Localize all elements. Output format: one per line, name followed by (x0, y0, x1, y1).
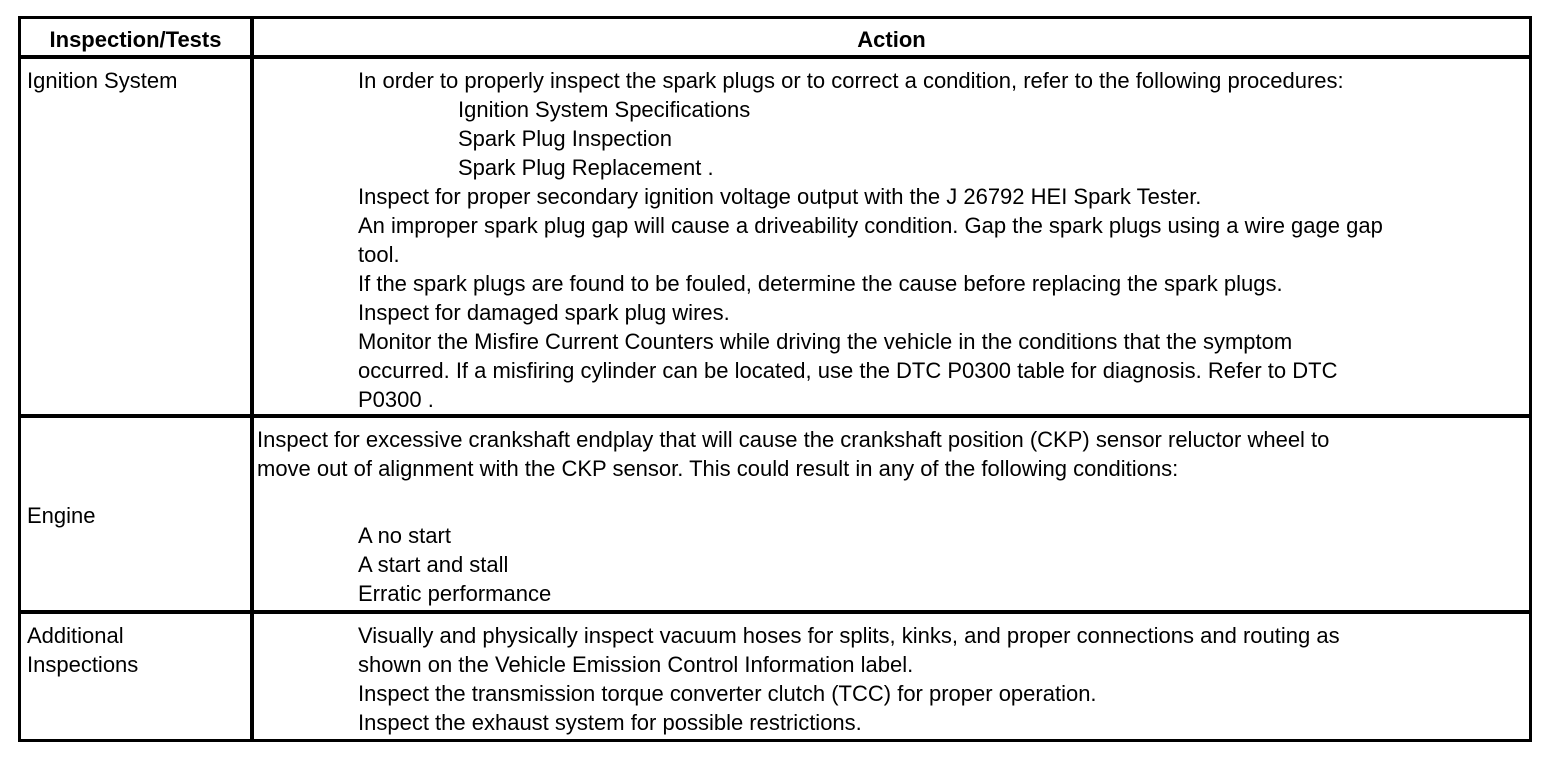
inspection-table (18, 16, 1532, 742)
action-line: An improper spark plug gap will cause a driveability condition. Gap the spark plugs using a wire gage gap (358, 213, 1383, 238)
condition-item: A no start (358, 523, 451, 548)
header-inspection-tests: Inspection/Tests (49, 27, 222, 52)
procedure-item: Spark Plug Inspection (458, 126, 673, 151)
action-line: P0300 . (358, 387, 434, 412)
procedure-item: Ignition System Specifications (458, 97, 751, 122)
condition-item: Erratic performance (358, 581, 552, 606)
action-line: Visually and physically inspect vacuum hoses for splits, kinks, and proper connections and routing as (358, 623, 1340, 648)
procedure-item: Spark Plug Replacement . (458, 155, 714, 180)
action-line: Inspect for damaged spark plug wires. (358, 300, 730, 325)
action-intro: In order to properly inspect the spark plugs or to correct a condition, refer to the following procedures: (358, 68, 1344, 93)
action-line: If the spark plugs are found to be fouled, determine the cause before replacing the spark plugs. (358, 271, 1283, 296)
table-row-additional-inspections (21, 614, 1529, 739)
action-line: Inspect the exhaust system for possible restrictions. (358, 710, 862, 735)
action-line: occurred. If a misfiring cylinder can be located, use the DTC P0300 table for diagnosis. Refer to DTC (358, 358, 1338, 383)
action-line: Monitor the Misfire Current Counters while driving the vehicle in the conditions that the symptom (358, 329, 1293, 354)
action-line: Inspect for excessive crankshaft endplay that will cause the crankshaft position (CKP) sensor reluctor wheel to (257, 427, 1330, 452)
table-row-ignition-system (21, 59, 1529, 416)
action-line: move out of alignment with the CKP sensor. This could result in any of the following conditions: (257, 456, 1179, 481)
header-action: Action (857, 27, 926, 52)
action-cell (358, 621, 1340, 737)
condition-item: A start and stall (358, 552, 509, 577)
table-row-engine (21, 418, 1529, 611)
action-line: Inspect for proper secondary ignition voltage output with the J 26792 HEI Spark Tester. (358, 184, 1202, 209)
action-line: tool. (358, 242, 400, 267)
action-line: Inspect the transmission torque converter clutch (TCC) for proper operation. (358, 681, 1097, 706)
action-line: shown on the Vehicle Emission Control Information label. (358, 652, 914, 677)
action-cell (358, 66, 1383, 414)
inspection-label: Ignition System (27, 68, 178, 93)
inspection-label (27, 621, 138, 679)
conditions-list (358, 521, 551, 608)
inspection-label: Engine (27, 503, 96, 528)
inspection-label-line: Additional (27, 623, 124, 648)
inspection-label-line: Inspections (27, 652, 139, 677)
action-intro (257, 425, 1329, 483)
table-header (21, 19, 1529, 59)
